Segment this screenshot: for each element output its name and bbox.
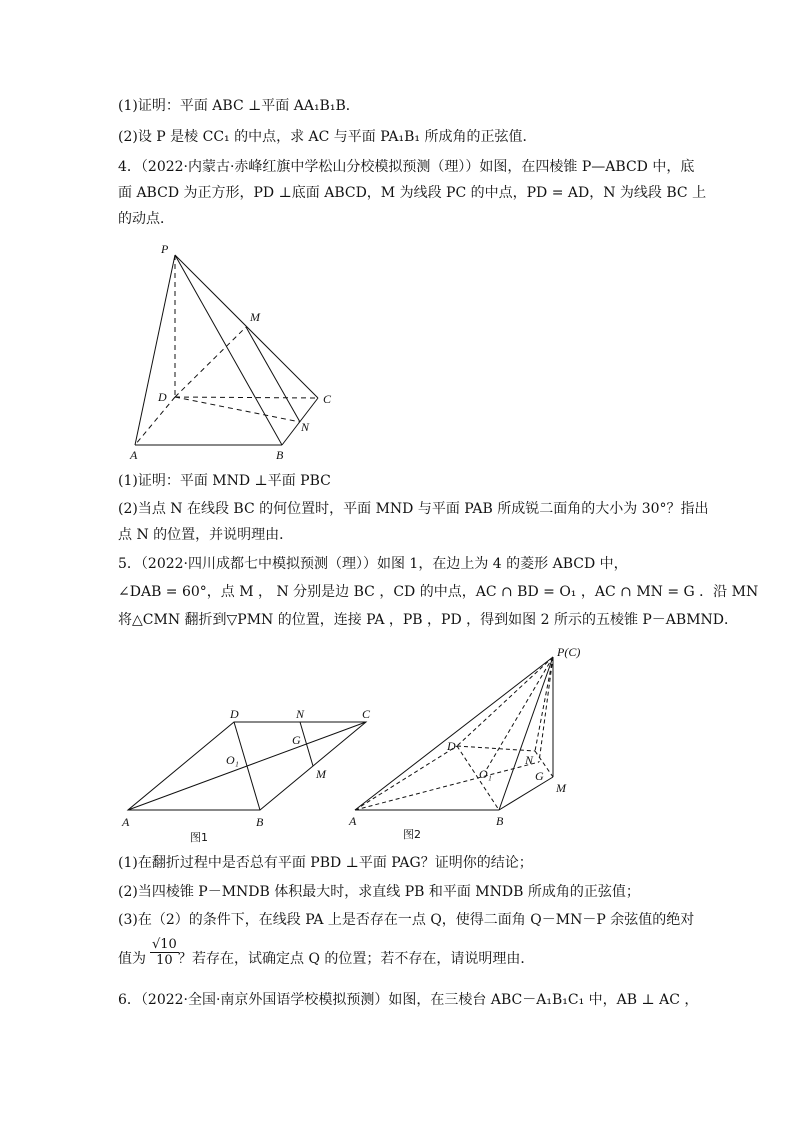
fraction-sqrt10-over-10 <box>150 937 179 968</box>
q4-stem-line2: 面 ABCD 为正方形，PD ⊥底面 ABCD，M 为线段 PC 的中点，PD = AD，N 为线段 BC 上 <box>118 185 707 201</box>
q3-part2: (2)设 P 是棱 CC₁ 的中点，求 AC 与平面 PA₁B₁ 所成角的正弦值． <box>118 129 537 145</box>
edge-PN <box>535 657 553 751</box>
edge-DA <box>135 397 175 445</box>
segment-PG <box>539 657 553 762</box>
q4-part2-line1: (2)当点 N 在线段 BC 的何位置时，平面 MND 与平面 PAB 所成锐二面角的大小为 30°？指出 <box>118 501 709 517</box>
edge-PA <box>355 657 553 810</box>
label-A: A <box>130 448 138 462</box>
label-B: B <box>276 448 284 462</box>
label-B: B <box>256 815 264 829</box>
segment-MN <box>300 722 313 766</box>
edge-PB <box>175 255 282 445</box>
edge-PB <box>499 657 553 810</box>
label-M: M <box>250 310 260 324</box>
label-G: G <box>292 733 301 747</box>
label-M: M <box>316 767 326 781</box>
q5-part3-post: ？若存在，试确定点 Q 的位置；若不存在，请说明理由． <box>178 951 535 967</box>
fraction-numerator: √10 <box>152 937 177 952</box>
label-N: N <box>301 420 310 434</box>
q5-stem-line1: 5．（2022·四川成都七中模拟预测（理））如图 1，在边上为 4 的菱形 ABCD 中， <box>118 556 628 572</box>
label-A: A <box>349 814 357 828</box>
label-P: P(C) <box>557 645 581 659</box>
label-O1: O₁ <box>226 753 239 767</box>
edge-DC <box>175 397 318 398</box>
label-M: M <box>556 781 566 795</box>
q5-part2: (2)当四棱锥 P－MNDB 体积最大时，求直线 PB 和平面 MNDB 所成角的正弦值； <box>118 884 640 900</box>
q5-stem-line2: ∠DAB = 60°，点 M ， N 分别是边 BC ，CD 的中点，AC ∩ BD = O₁ ，AC ∩ MN = G ．沿 MN <box>118 584 759 600</box>
q5-figure2-pyramid <box>345 642 585 851</box>
label-O1: O₁ <box>479 767 492 781</box>
label-N: N <box>296 707 305 721</box>
q6-stem-line1: 6．（2022·全国·南京外国语学校模拟预测）如图，在三棱台 ABC－A₁B₁C₁ 中，AB ⊥ AC ， <box>118 992 699 1008</box>
figure1-caption: 图1 <box>190 831 208 844</box>
fraction-denominator: 10 <box>156 953 173 968</box>
edge-DN <box>457 746 535 751</box>
label-C: C <box>362 707 371 721</box>
q4-stem-line3: 的动点． <box>118 211 174 227</box>
q5-part1: (1)在翻折过程中是否总有平面 PBD ⊥平面 PAG？证明你的结论； <box>118 855 533 871</box>
edge-BM <box>499 777 553 810</box>
label-C: C <box>323 392 332 406</box>
q4-stem-line1: 4．（2022·内蒙古·赤峰红旗中学松山分校模拟预测（理））如图，在四棱锥 P—ABCD 中，底 <box>118 159 695 175</box>
segment-DN <box>175 397 300 422</box>
q4-part2-line2: 点 N 的位置，并说明理由． <box>118 527 294 543</box>
q3-part1: (1)证明：平面 ABC ⊥平面 AA₁B₁B． <box>118 98 360 114</box>
q5-part3-line1: (3)在（2）的条件下，在线段 PA 上是否存在一点 Q，使得二面角 Q－MN－P 余弦值的绝对 <box>118 912 695 928</box>
q5-stem-line3: 将△CMN 翻折到▽PMN 的位置，连接 PA ，PB ，PD ，得到如图 2 所示的五棱锥 P－ABMND． <box>118 612 739 628</box>
edge-AD <box>355 746 457 810</box>
label-D: D <box>447 739 456 753</box>
label-D: D <box>158 390 167 404</box>
segment-MN <box>246 327 300 422</box>
q5-part3-pre: 值为 <box>118 951 146 967</box>
label-G: G <box>535 769 544 783</box>
label-N: N <box>525 753 534 767</box>
q4-part1: (1)证明：平面 MND ⊥平面 PBC <box>118 473 331 489</box>
q4-pyramid-figure <box>120 235 360 469</box>
edge-PA <box>135 255 175 445</box>
label-B: B <box>496 814 504 828</box>
label-P: P <box>161 242 169 256</box>
label-A: A <box>122 815 130 829</box>
label-D: D <box>230 707 239 721</box>
q5-figure1-rhombus <box>118 700 378 854</box>
figure2-caption: 图2 <box>403 828 421 841</box>
